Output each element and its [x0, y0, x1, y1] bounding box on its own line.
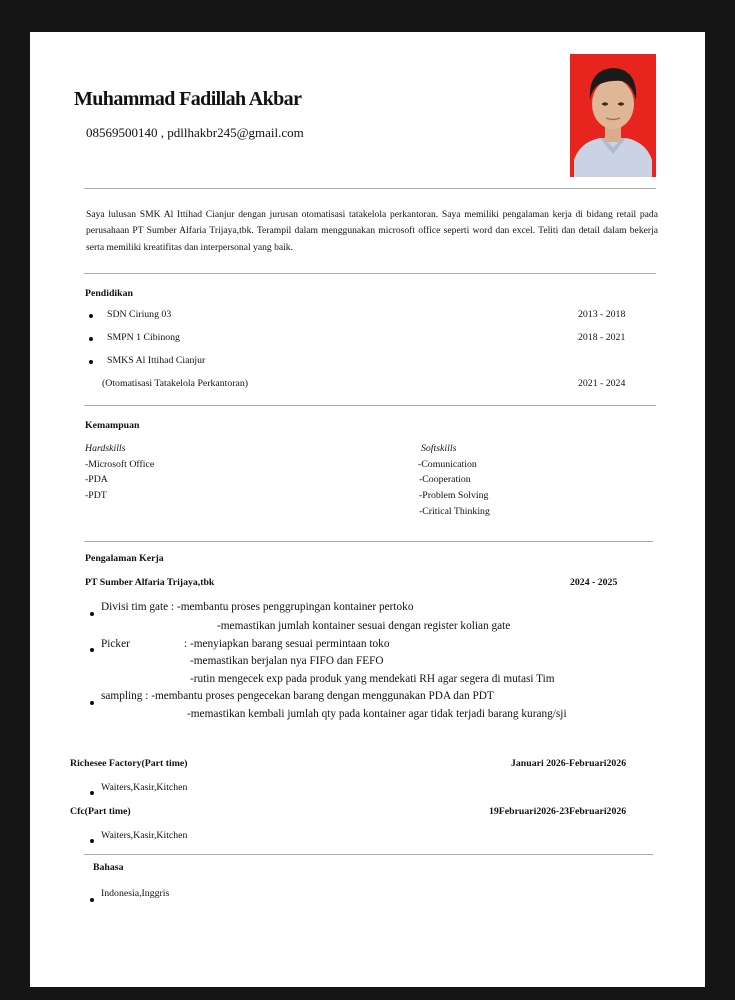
experience-line: -memastikan berjalan nya FIFO dan FEFO — [190, 655, 384, 667]
profile-photo-illustration — [570, 54, 656, 177]
skills-heading: Kemampuan — [85, 420, 140, 431]
hardskill-item: -PDA — [85, 474, 108, 485]
bullet-icon — [89, 314, 93, 318]
education-major: (Otomatisasi Tatakelola Perkantoran) — [102, 378, 249, 389]
bullet-icon — [90, 701, 94, 705]
education-school: SMKS Al Ittihad Cianjur — [107, 355, 206, 366]
job-period: Januari 2026-Februari2026 — [511, 758, 627, 769]
experience-line: -memastikan kembali jumlah qty pada kontainer agar tidak terjadi barang kurang/sji — [187, 708, 567, 720]
education-years: 2013 - 2018 — [578, 309, 626, 320]
divider — [84, 273, 656, 274]
experience-line: -rutin mengecek exp pada produk yang mendekati RH agar segera di mutasi Tim — [190, 673, 555, 685]
hardskill-item: -Microsoft Office — [85, 459, 155, 470]
contact-info: 08569500140 , pdllhakbr245@gmail.com — [86, 125, 304, 140]
softskills-title: Softskills — [421, 443, 457, 454]
experience-line: sampling : -membantu proses pengecekan barang dengan menggunakan PDA dan PDT — [101, 690, 494, 702]
softskill-item: -Comunication — [418, 459, 477, 470]
divider — [84, 854, 653, 855]
resume-page — [30, 32, 705, 987]
experience-line: -memastikan jumlah kontainer sesuai dengan register kolian gate — [217, 620, 511, 632]
education-school: SDN Ciriung 03 — [107, 309, 172, 320]
job-company: Richesee Factory(Part time) — [70, 758, 188, 769]
bullet-icon — [89, 360, 93, 364]
bullet-icon — [89, 337, 93, 341]
experience-company: PT Sumber Alfaria Trijaya,tbk — [85, 577, 215, 588]
education-school: SMPN 1 Cibinong — [107, 332, 180, 343]
language-item: Indonesia,Inggris — [101, 888, 170, 899]
language-heading: Bahasa — [93, 862, 124, 873]
education-years: 2021 - 2024 — [578, 378, 626, 389]
bullet-icon — [90, 791, 94, 795]
divider — [84, 541, 653, 542]
hardskills-title: Hardskills — [85, 443, 126, 454]
bullet-icon — [90, 839, 94, 843]
divider — [84, 405, 656, 406]
experience-line: Divisi tim gate : -membantu proses penggrupingan kontainer pertoko — [101, 601, 414, 613]
bullet-icon — [90, 898, 94, 902]
education-years: 2018 - 2021 — [578, 332, 626, 343]
experience-line: Picker — [101, 638, 130, 650]
education-heading: Pendidikan — [85, 288, 133, 299]
applicant-name: Muhammad Fadillah Akbar — [74, 88, 302, 110]
job-task: Waiters,Kasir,Kitchen — [101, 782, 188, 793]
softskill-item: -Problem Solving — [419, 490, 489, 501]
profile-photo — [570, 54, 656, 177]
summary-paragraph: Saya lulusan SMK Al Ittihad Cianjur dengan jurusan otomatisasi tatakelola perkantoran. Saya memiliki pengalaman kerja di bidang retail pada perusahaan PT Sumber Alfaria Trijaya,tbk. Terampil dalam menggunakan microsoft office seperti word dan excel. Teliti dan detail dalam bekerja serta memiliki kreatifitas dan interpersonal yang baik. — [86, 209, 658, 253]
softskill-item: -Critical Thinking — [419, 506, 490, 517]
bullet-icon — [90, 612, 94, 616]
job-period: 19Februari2026-23Februari2026 — [489, 806, 627, 817]
hardskill-item: -PDT — [85, 490, 107, 501]
bullet-icon — [90, 648, 94, 652]
job-task: Waiters,Kasir,Kitchen — [101, 830, 188, 841]
experience-line: : -menyiapkan barang sesuai permintaan toko — [184, 638, 390, 650]
softskill-item: -Cooperation — [419, 474, 471, 485]
experience-heading: Pengalaman Kerja — [85, 553, 164, 564]
divider — [84, 188, 656, 189]
job-company: Cfc(Part time) — [70, 806, 131, 817]
experience-period: 2024 - 2025 — [570, 577, 618, 588]
